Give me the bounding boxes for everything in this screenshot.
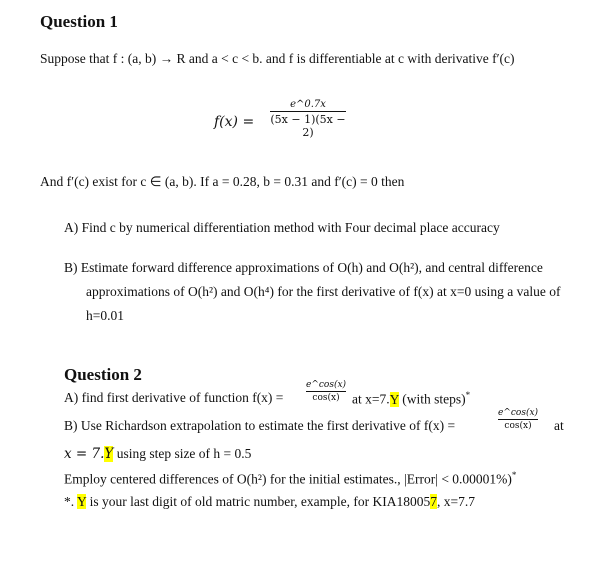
- q2-part-b: B) Use Richardson extrapolation to estimate the first derivative of f(x) =: [64, 418, 456, 433]
- q1-part-a: A) Find c by numerical differentiation method with Four decimal place accuracy: [64, 220, 500, 235]
- q1-fx-numerator: e^0.7x: [290, 99, 326, 110]
- q2-a-numerator: e^cos(x): [306, 380, 347, 390]
- q2-x-line: x = 7.Y using step size of h = 0.5: [64, 446, 252, 462]
- q2-b-fraction: [498, 408, 538, 431]
- highlight-Y: Y: [77, 494, 87, 509]
- q2-employ: Employ centered differences of O(h²) for the initial estimates., |Error| < 0.00001%)*: [64, 470, 517, 487]
- q2-part-a-tail: at x=7.Y (with steps)*: [352, 390, 471, 407]
- fraction-bar: [306, 391, 346, 392]
- q1-intro: Suppose that f : (a, b) → R and a < c < b. and f is differentiable at c with derivative f′(c): [40, 51, 515, 66]
- q1-fraction: [270, 99, 346, 139]
- q2-part-a-text: A) find first derivative of function f(x) =: [64, 390, 284, 405]
- q2-b-numerator: e^cos(x): [498, 408, 539, 418]
- q2-a-fraction: [306, 380, 346, 403]
- q1-part-b-line2: approximations of O(h²) and O(h⁴) for the first derivative of f(x) at x=0 using a value of: [86, 284, 561, 299]
- highlight-Y: Y: [104, 446, 114, 462]
- q1-part-b-line3: h=0.01: [86, 308, 124, 323]
- q2-part-a: [64, 390, 283, 406]
- q2-note: *. Y is your last digit of old matric number, example, for KIA180057, x=7.7: [64, 494, 476, 509]
- highlight-digit: 7: [430, 494, 438, 509]
- q1-fx-lhs: f(x) =: [214, 114, 255, 130]
- fraction-bar: [498, 419, 538, 420]
- q1-condition: And f′(c) exist for c ∈ (a, b). If a = 0.28, b = 0.31 and f′(c) = 0 then: [40, 174, 405, 189]
- q1-heading: Question 1: [40, 12, 118, 31]
- q2-a-denominator: cos(x): [312, 393, 340, 403]
- fraction-bar: [270, 111, 346, 112]
- q2-heading: Question 2: [64, 365, 142, 384]
- q2-part-b-at: at: [554, 418, 564, 433]
- highlight-Y: Y: [389, 391, 399, 407]
- q2-b-denominator: cos(x): [504, 421, 532, 431]
- q1-fx-denominator: (5x − 1)(5x − 2): [270, 113, 346, 139]
- q1-part-b-line1: B) Estimate forward difference approximations of O(h) and O(h²), and central difference: [64, 260, 543, 275]
